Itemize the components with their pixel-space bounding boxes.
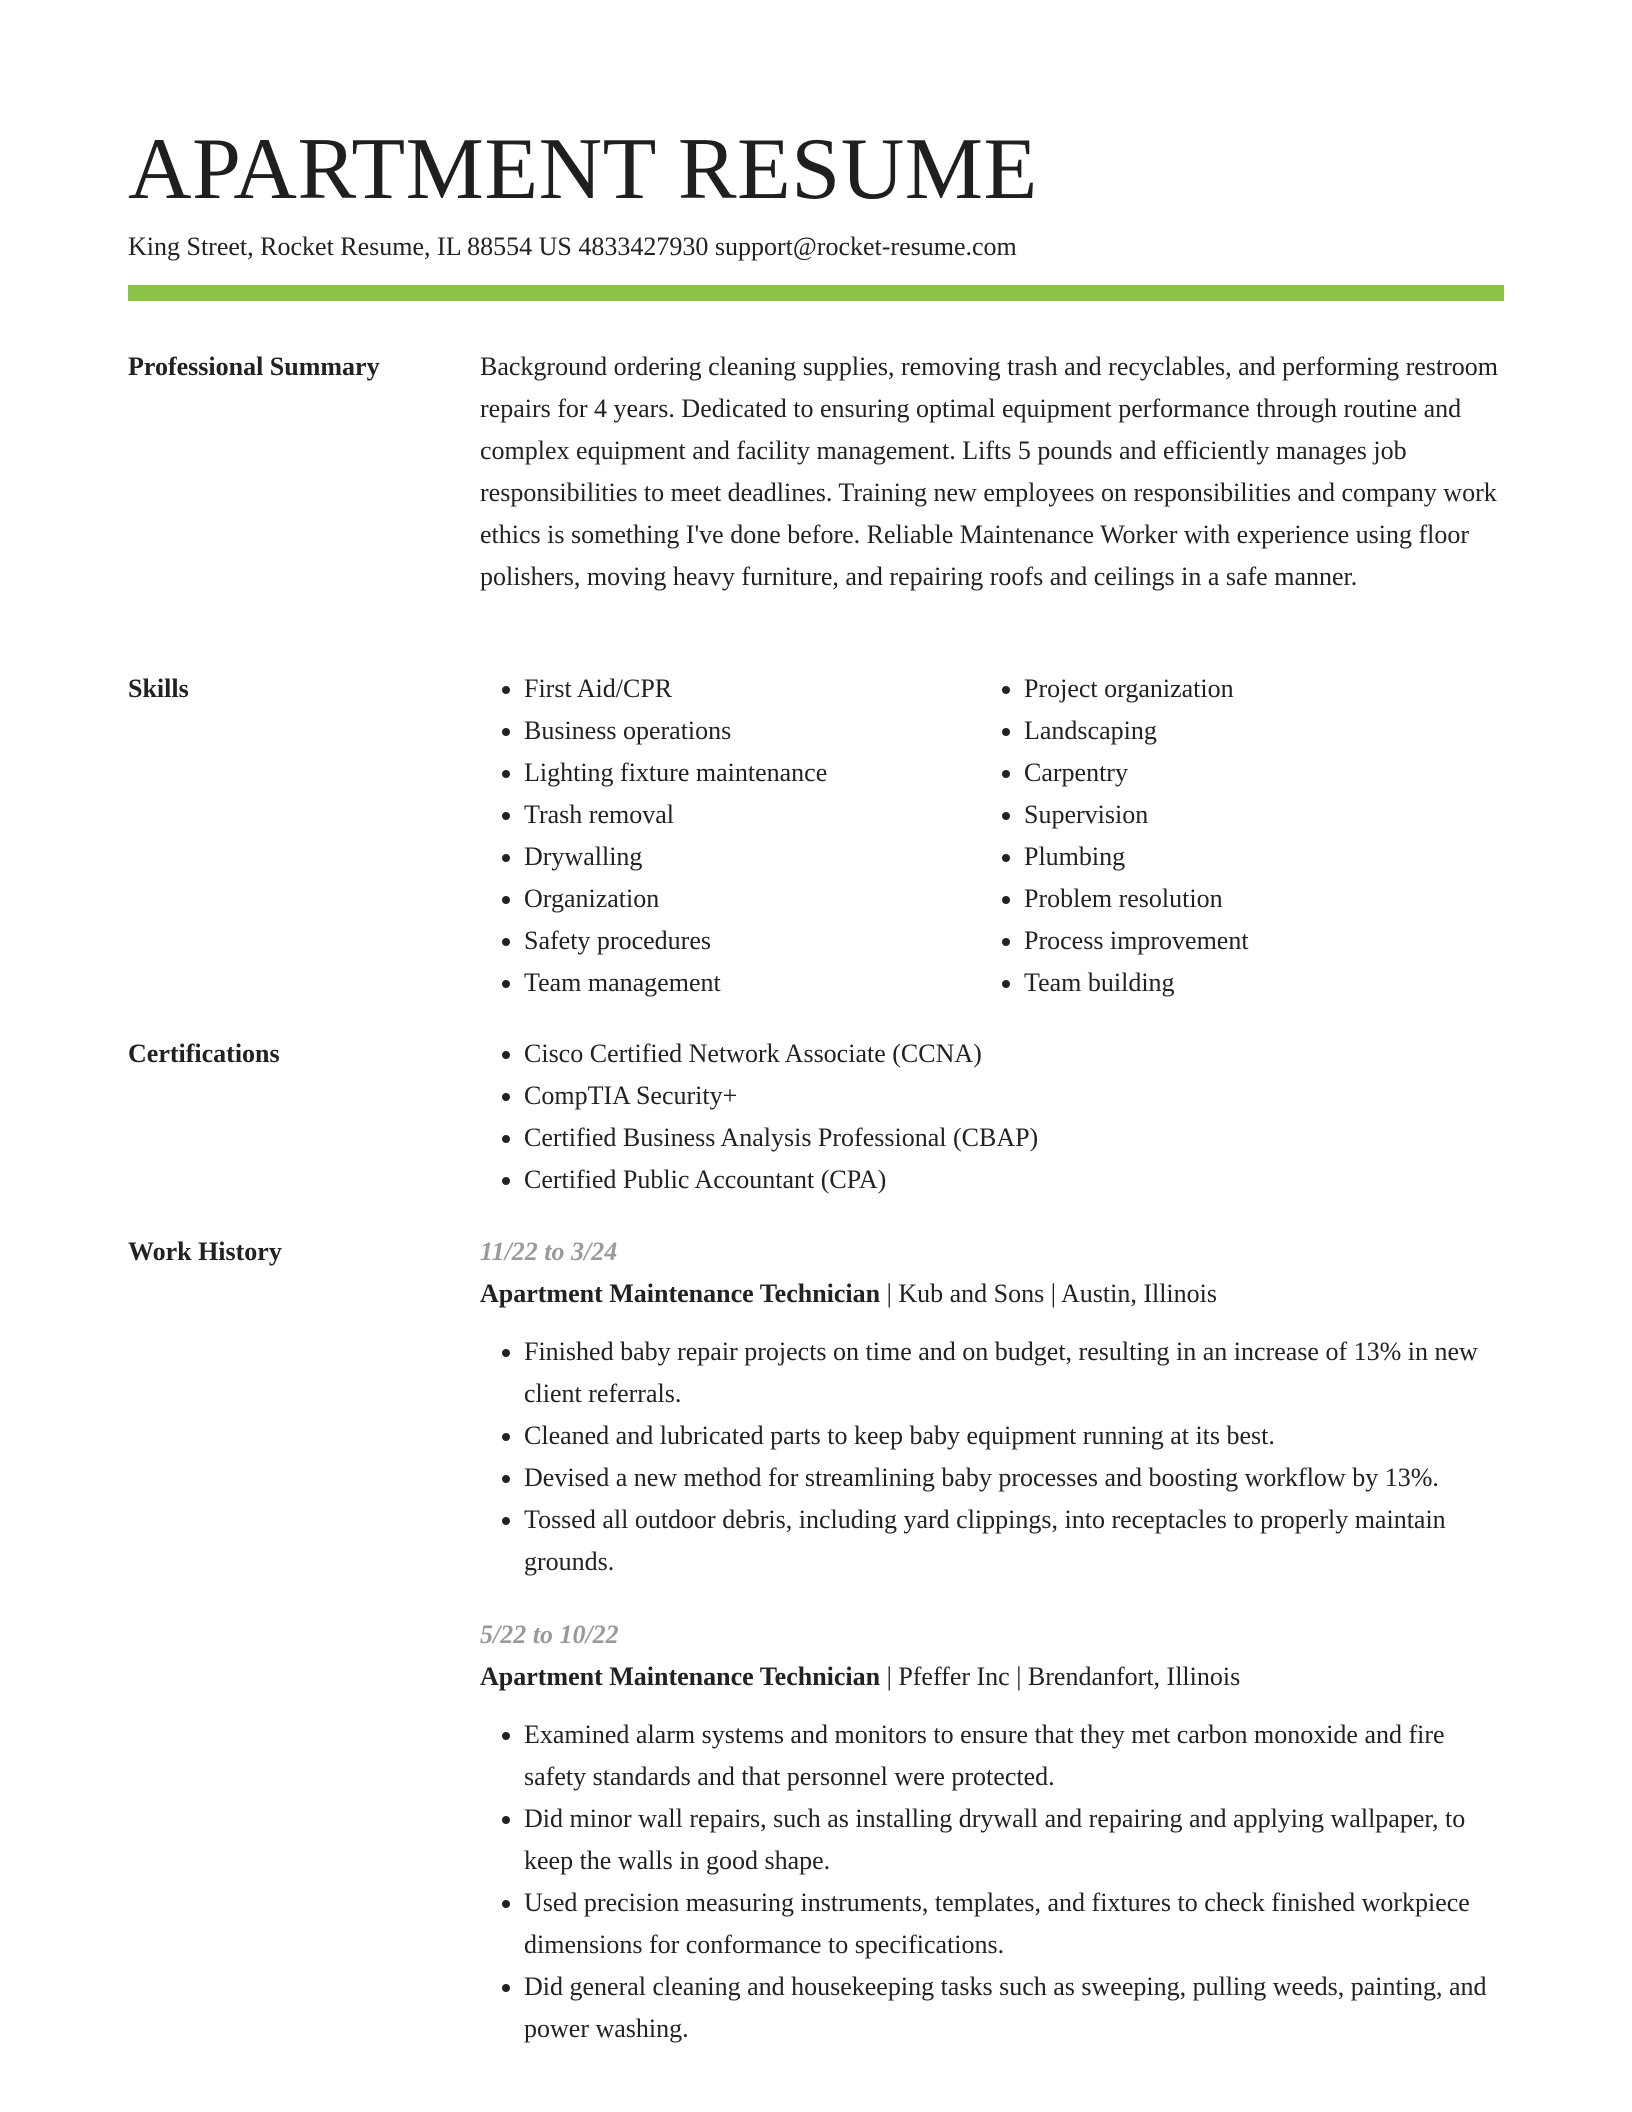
job-bullet: • Did general cleaning and housekeeping tasks such as sweeping, pulling weeds, painting, and power washing. [524,1966,1504,2050]
job-heading [480,1656,1504,1698]
skill-item: • Problem resolution [1024,878,1480,920]
certification-item: • Certified Business Analysis Professional (CBAP) [524,1117,1504,1159]
skill-item: • Lighting fixture maintenance [524,752,980,794]
job-dates: 5/22 to 10/22 [480,1620,619,1649]
job-bullet: • Finished baby repair projects on time and on budget, resulting in an increase of 13% in new client referrals. [524,1331,1504,1415]
skill-item: • Trash removal [524,794,980,836]
job-details: | Pfeffer Inc | Brendanfort, Illinois [880,1662,1241,1691]
work-history-body [480,1231,1504,2050]
job-dates: 11/22 to 3/24 [480,1237,618,1266]
skill-item: • Drywalling [524,836,980,878]
summary-body [480,346,1504,598]
job-bullet: • Devised a new method for streamlining baby processes and boosting workflow by 13%. [524,1457,1504,1499]
skill-item: • Team management [524,962,980,1004]
section-label-summary: Professional Summary [128,352,380,381]
certification-item: • CompTIA Security+ [524,1075,1504,1117]
contact-info: King Street, Rocket Resume, IL 88554 US 4833427930 support@rocket-resume.com [128,232,1017,261]
job-bullet: • Examined alarm systems and monitors to ensure that they met carbon monoxide and fire safety standards and that personnel were protected. [524,1714,1504,1798]
job-bullet: • Used precision measuring instruments, templates, and fixtures to check finished workpiece dimensions for conformance to specifications. [524,1882,1504,1966]
summary-text: Background ordering cleaning supplies, removing trash and recyclables, and performing restroom repairs for 4 years. Dedicated to ensuring optimal equipment performance through routine and complex equipment and facility management. Lifts 5 pounds and efficiently manages job responsibilities to meet deadlines. Training new employees on responsibilities and company work ethics is something I've done before. Reliable Maintenance Worker with experience using floor polishers, moving heavy furniture, and repairing roofs and ceilings in a safe manner. [480,352,1499,591]
job-heading [480,1273,1504,1315]
certification-item: • Cisco Certified Network Associate (CCNA) [524,1033,1504,1075]
skill-item: • First Aid/CPR [524,668,980,710]
skill-item: • Project organization [1024,668,1480,710]
certification-item: • Certified Public Accountant (CPA) [524,1159,1504,1201]
job-title: Apartment Maintenance Technician [480,1662,881,1691]
accent-divider [128,285,1504,301]
job-title: Apartment Maintenance Technician [480,1279,881,1308]
skill-item: • Business operations [524,710,980,752]
skills-column-left [480,668,980,1004]
job-details: | Kub and Sons | Austin, Illinois [880,1279,1217,1308]
skill-item: • Organization [524,878,980,920]
job-entry [480,1231,1504,1583]
certifications-body [480,1033,1504,1201]
skill-item: • Plumbing [1024,836,1480,878]
section-label-work-history: Work History [128,1237,282,1266]
job-bullet: • Cleaned and lubricated parts to keep baby equipment running at its best. [524,1415,1504,1457]
skill-item: • Landscaping [1024,710,1480,752]
skill-item: • Safety procedures [524,920,980,962]
skill-item: • Carpentry [1024,752,1480,794]
skill-item: • Supervision [1024,794,1480,836]
section-label-skills: Skills [128,674,189,703]
resume-title: APARTMENT RESUME [128,121,1038,218]
job-entry [480,1614,1504,2050]
job-bullet: • Tossed all outdoor debris, including yard clippings, into receptacles to properly maintain grounds. [524,1499,1504,1583]
skill-item: • Process improvement [1024,920,1480,962]
job-bullet: • Did minor wall repairs, such as installing drywall and repairing and applying wallpaper, to keep the walls in good shape. [524,1798,1504,1882]
skills-column-right [980,668,1480,1004]
section-label-certifications: Certifications [128,1039,280,1068]
skill-item: • Team building [1024,962,1480,1004]
